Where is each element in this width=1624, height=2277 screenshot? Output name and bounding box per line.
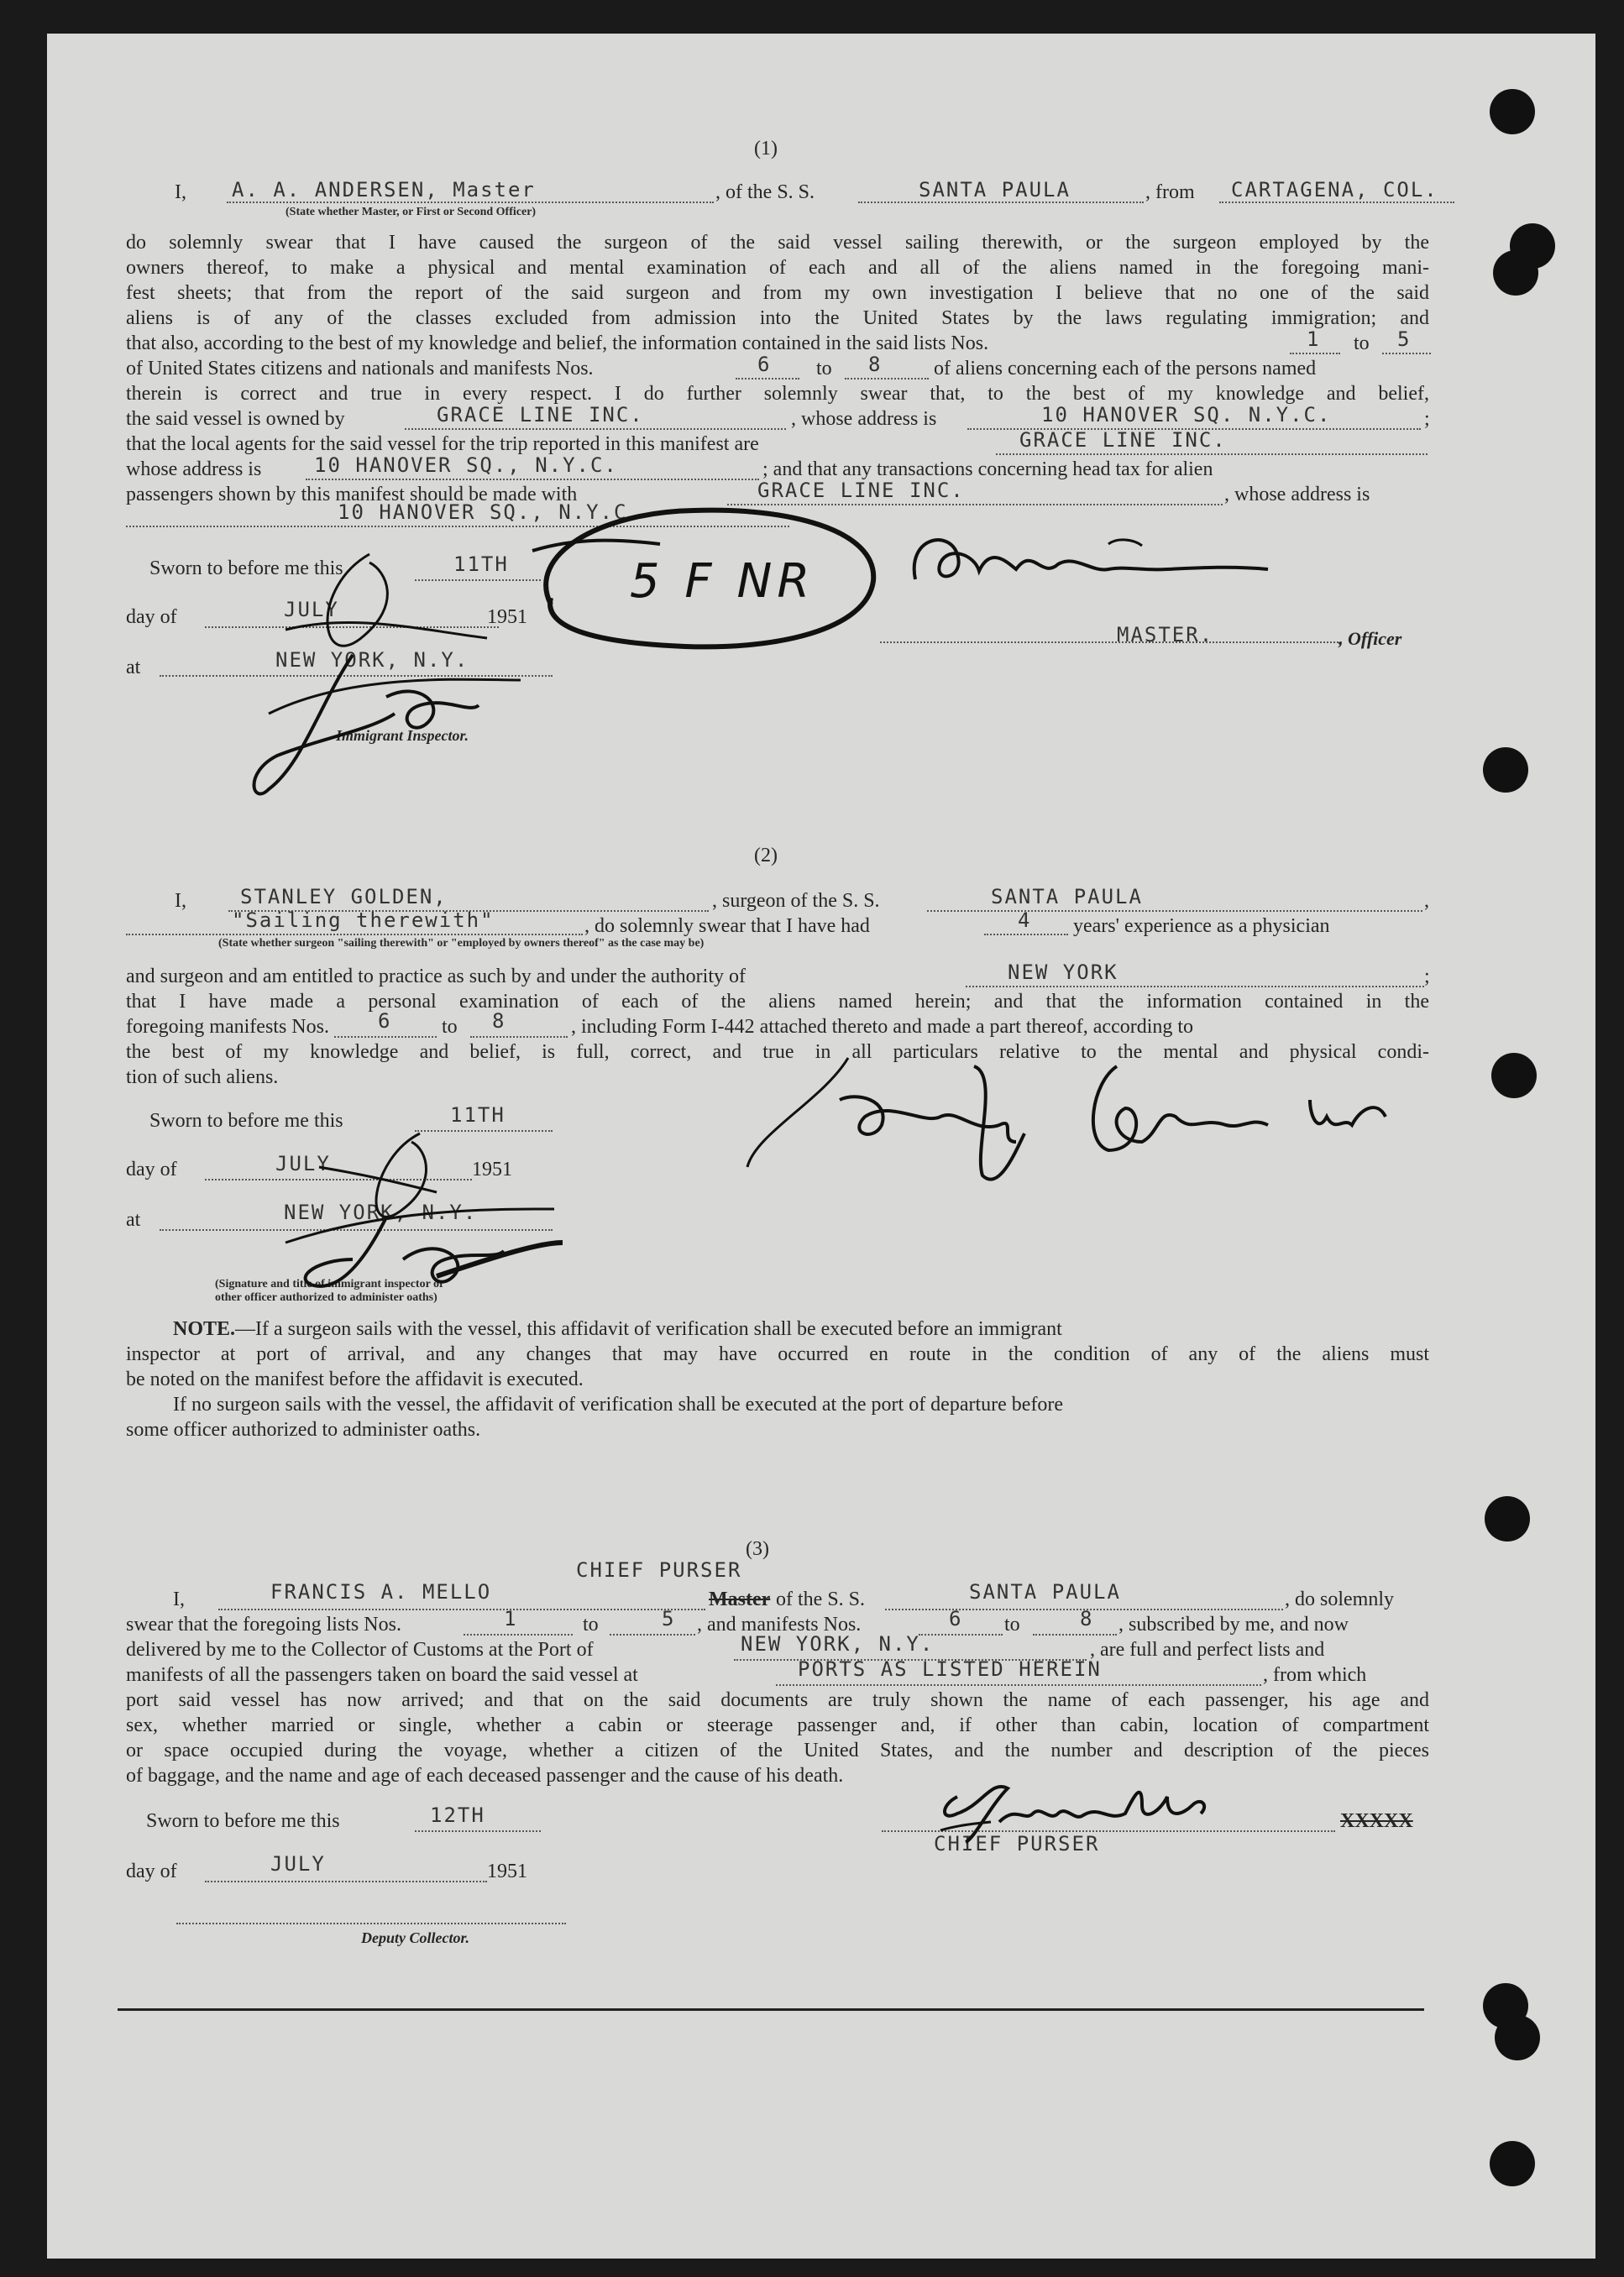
oath-line: of baggage, and the name and age of each deceased passenger and the cause of his death. [126, 1765, 844, 1787]
inspector-caption: Immigrant Inspector. [336, 727, 469, 744]
owner-address: 10 HANOVER SQ. N.Y.C. [1041, 403, 1332, 427]
oath-line: the said vessel is owned by [126, 408, 345, 430]
oath-line: passengers shown by this manifest should be made with [126, 484, 578, 505]
inspector-signature [185, 1117, 571, 1301]
sworn-place: NEW YORK, N.Y. [284, 1201, 478, 1224]
to-word: to [1354, 332, 1370, 354]
bottom-rule [118, 2008, 1424, 2011]
note-line: be noted on the manifest before the affidavit is executed. [126, 1369, 584, 1390]
officer-title: MASTER. [1117, 623, 1214, 646]
oath-line: , subscribed by me, and now [1118, 1614, 1349, 1636]
lists-from: 1 [504, 1607, 518, 1631]
vessel-owner: GRACE LINE INC. [437, 403, 644, 427]
purser-title: CHIEF PURSER [934, 1832, 1100, 1856]
officer-label: , Officer [1338, 628, 1402, 649]
surgeon-signature [722, 1050, 1444, 1201]
oath-line: , including Form I-442 attached thereto and made a part thereof, according to [571, 1016, 1194, 1038]
oath-line: that I have made a personal examination of each of the aliens named herein; and that the information contained in the [126, 991, 1429, 1013]
punch-hole [1483, 747, 1528, 793]
oath-line: therein is correct and true in every respect. I do further solemnly swear that, to the best of my knowledge and belief, [126, 383, 1429, 405]
struck-master: Master [709, 1589, 771, 1610]
manifests-from: 6 [949, 1607, 963, 1631]
day-of-label: day of [126, 606, 177, 628]
section-number: (3) [746, 1538, 769, 1560]
manifests-from: 6 [378, 1009, 392, 1033]
years-experience: 4 [1018, 908, 1032, 932]
do-solemnly: , do solemnly [1285, 1589, 1394, 1610]
from-label: , from [1145, 181, 1195, 203]
month: JULY [284, 598, 339, 621]
vessel-name: SANTA PAULA [969, 1580, 1121, 1604]
note-line: inspector at port of arrival, and any changes that may have occurred en route in the condition of any of the aliens must [126, 1343, 1429, 1365]
oath-line: and surgeon and am entitled to practice as such by and under the authority of [126, 966, 746, 987]
oath-line: that the local agents for the said vessel for the trip reported in this manifest are [126, 433, 759, 455]
month: JULY [275, 1152, 331, 1175]
sworn-day: 11TH [450, 1103, 506, 1127]
from-port: CARTAGENA, COL. [1231, 178, 1438, 202]
note-line: some officer authorized to administer oaths. [126, 1419, 481, 1441]
title-caption: (State whether Master, or First or Second Officer) [286, 206, 537, 218]
lists-from: 1 [1307, 327, 1321, 351]
master-signature [898, 521, 1302, 596]
of-the-ss: of the S. S. [776, 1589, 866, 1610]
inspector-signature [168, 537, 554, 806]
note-label: NOTE. [173, 1318, 236, 1340]
swear-line: years' experience as a physician [1073, 915, 1330, 937]
oath-line: aliens is of any of the classes excluded from admission into the United States by the laws regulating immigration; and [126, 307, 1429, 329]
to-word: to [1004, 1614, 1020, 1636]
lists-to: 5 [1397, 327, 1412, 351]
agents-address: 10 HANOVER SQ., N.Y.C. [314, 453, 618, 477]
sailing-status: "Sailing therewith" [232, 908, 495, 932]
to-word: to [816, 358, 832, 380]
punch-hole [1491, 1053, 1537, 1098]
ports-of-call: PORTS AS LISTED HEREIN [798, 1657, 1102, 1681]
head-tax-address: 10 HANOVER SQ., N.Y.C. [338, 500, 642, 524]
sig-caption: other officer authorized to administer oaths) [215, 1291, 437, 1304]
oath-line: delivered by me to the Collector of Customs at the Port of [126, 1639, 594, 1661]
sworn-day: 12TH [430, 1803, 485, 1827]
oath-line: , whose address is [1224, 484, 1370, 505]
oath-line: of aliens concerning each of the persons named [934, 358, 1317, 380]
intro-i: I, [173, 1589, 185, 1610]
swear-line: , do solemnly swear that I have had [584, 915, 870, 937]
sworn-day: 11TH [453, 552, 509, 576]
oath-line: do solemnly swear that I have caused the surgeon of the said vessel sailing therewith, or the surgeon employed by the [126, 232, 1429, 254]
surgeon-of: , surgeon of the S. S. [712, 890, 880, 912]
at-label: at [126, 1209, 141, 1231]
local-agents: GRACE LINE INC. [1019, 428, 1227, 452]
oath-line: tion of such aliens. [126, 1066, 279, 1088]
intro-i: I, [175, 890, 186, 912]
oath-line: or space occupied during the voyage, whether a citizen of the United States, and the number and description of the pieces [126, 1740, 1429, 1761]
punch-hole [1490, 89, 1535, 134]
sig-caption: (Signature and title of immigrant inspector or [215, 1278, 445, 1290]
oath-line: whose address is [126, 458, 262, 480]
stamp-text: 5 F NR [630, 554, 815, 609]
sworn-label: Sworn to before me this [149, 557, 343, 579]
year: 1951 [487, 1861, 527, 1882]
to-word: to [442, 1016, 458, 1038]
sworn-label: Sworn to before me this [149, 1110, 343, 1132]
oath-line: , and manifests Nos. [697, 1614, 862, 1636]
note-line: NOTE.—If a surgeon sails with the vessel, this affidavit of verification shall be executed before an immigrant [173, 1318, 1062, 1340]
of-the-ss: , of the S. S. [715, 181, 815, 203]
punch-hole [1495, 2015, 1540, 2060]
oath-line: fest sheets; that from the report of the said surgeon and from my own investigation I believe that no one of the said [126, 282, 1429, 304]
oath-line: that also, according to the best of my knowledge and belief, the information contained in the said lists Nos. [126, 332, 989, 354]
manifests-to: 8 [492, 1009, 506, 1033]
collector-caption: Deputy Collector. [361, 1929, 469, 1946]
oath-line: of United States citizens and nationals and manifests Nos. [126, 358, 594, 380]
oath-line: manifests of all the passengers taken on board the said vessel at [126, 1664, 638, 1686]
note-line: If no surgeon sails with the vessel, the affidavit of verification shall be executed at the port of departure before [173, 1394, 1064, 1416]
surgeon-caption: (State whether surgeon "sailing therewith" or "employed by owners thereof" as the case may be) [218, 937, 705, 950]
purser-name: FRANCIS A. MELLO [270, 1580, 492, 1604]
oath-line: foregoing manifests Nos. [126, 1016, 329, 1038]
lists-to: 5 [662, 1607, 676, 1631]
to-word: to [583, 1614, 599, 1636]
oath-line: swear that the foregoing lists Nos. [126, 1614, 401, 1636]
oath-line: port said vessel has now arrived; and that on the said documents are truly shown the name of each passenger, his age and [126, 1689, 1429, 1711]
day-of-label: day of [126, 1861, 177, 1882]
at-label: at [126, 657, 141, 678]
day-of-label: day of [126, 1159, 177, 1180]
sworn-place: NEW YORK, N.Y. [275, 648, 469, 672]
master-name: A. A. ANDERSEN, Master [232, 178, 536, 202]
punch-hole [1493, 250, 1538, 296]
year: 1951 [487, 606, 527, 628]
section-number: (2) [754, 845, 778, 866]
punch-hole [1485, 1496, 1530, 1542]
manifests-to: 8 [1080, 1607, 1094, 1631]
oath-line: , whose address is [791, 408, 937, 430]
port: NEW YORK, N.Y. [741, 1632, 935, 1656]
punch-hole [1490, 2141, 1535, 2186]
year: 1951 [472, 1159, 512, 1180]
sworn-label: Sworn to before me this [146, 1810, 340, 1832]
authority: NEW YORK [1008, 961, 1118, 984]
oath-line: ; and that any transactions concerning head tax for alien [762, 458, 1213, 480]
manifests-from: 6 [757, 353, 772, 376]
oath-line: owners thereof, to make a physical and mental examination of each and all of the aliens named in the foregoing mani- [126, 257, 1429, 279]
purser-signature [890, 1772, 1226, 1847]
oath-line: , are full and perfect lists and [1090, 1639, 1325, 1661]
surgeon-name: STANLEY GOLDEN, [240, 885, 448, 908]
vessel-name: SANTA PAULA [919, 178, 1071, 202]
intro-i: I, [175, 181, 186, 203]
struck-title: XXXXX [1340, 1810, 1413, 1832]
vessel-name: SANTA PAULA [991, 885, 1143, 908]
oath-line: sex, whether married or single, whether a cabin or steerage passenger and, if other than cabin, location of compartment [126, 1714, 1429, 1736]
section-number: (1) [754, 138, 778, 160]
typed-title: CHIEF PURSER [576, 1558, 742, 1582]
oath-line: , from which [1263, 1664, 1367, 1686]
month: JULY [270, 1852, 326, 1876]
oath-line: the best of my knowledge and belief, is full, correct, and true in all particulars relative to the mental and physical condi- [126, 1041, 1429, 1063]
manifests-to: 8 [868, 353, 883, 376]
head-tax-agent: GRACE LINE INC. [757, 479, 965, 502]
